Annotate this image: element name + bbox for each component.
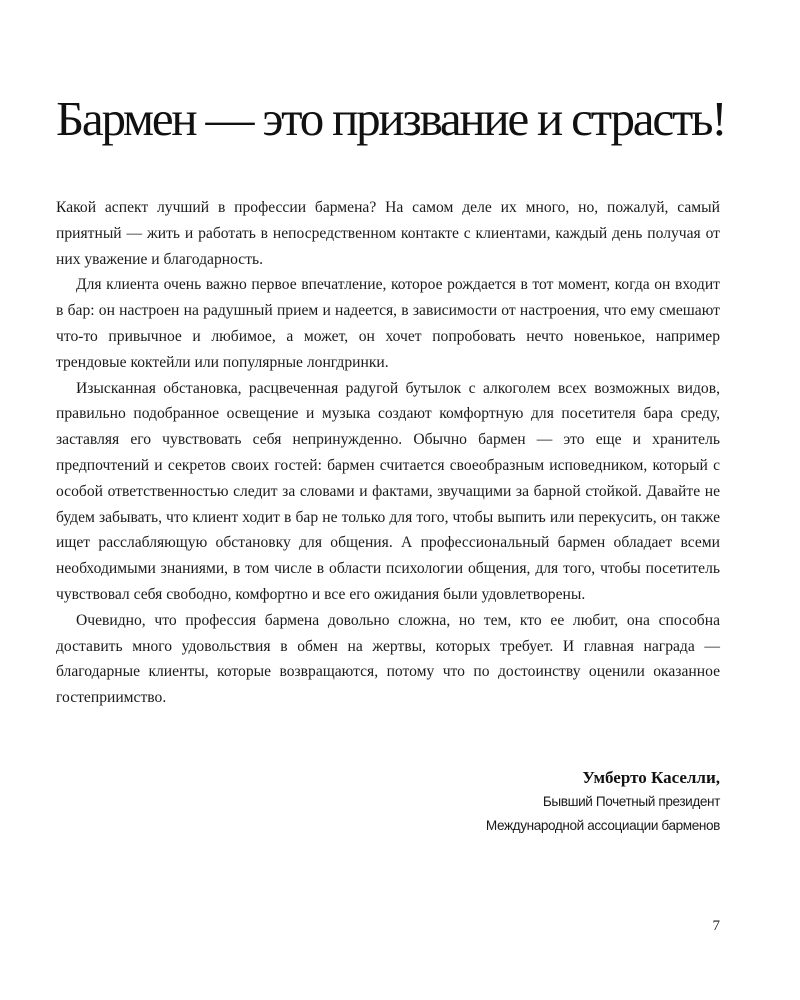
article-body bbox=[56, 195, 720, 711]
signature-name: Умберто Каселли, bbox=[582, 768, 720, 787]
paragraph-first-impression: Для клиента очень важно первое впечатление, которое рождается в тот момент, когда он входит в бар: он настроен на радушный прием и надеется, в зависимости от настроения, что ему смешают что-то привычное и любимое, а может, он хочет попробовать нечто новенькое, например трендовые коктейли или популярные лонгдринки. bbox=[56, 276, 720, 371]
paragraph-atmosphere: Изысканная обстановка, расцвеченная радугой бутылок с алкоголем всех возможных видов, правильно подобранное освещение и музыка создают комфортную для посетителя бара среду, заставляя его чувствовать себя непринужденно. Обычно бармен — это еще и хранитель предпочтений и секретов своих гостей: бармен считается своеобразным исповедником, который с особой ответственностью следит за словами и фактами, звучащими за барной стойкой. Давайте не будем забывать, что клиент ходит в бар не только для того, чтобы выпить или перекусить, он также ищет расслабляющую обстановку для общения. А профессиональный бармен обладает всеми необходимыми знаниями, в том числе в области психологии общения, для того, чтобы посетитель чувствовал себя свободно, комфортно и все его ожидания были удовлетворены. bbox=[56, 379, 720, 603]
page-title: Бармен — это призвание и страсть! bbox=[56, 91, 726, 146]
paragraph-intro: Какой аспект лучший в профессии бармена? На самом деле их много, но, пожалуй, самый приятный — жить и работать в непосредственном контакте с клиентами, каждый день получая от них уважение и благодарность. bbox=[56, 199, 720, 268]
signature-role-line-2: Международной ассоциации барменов bbox=[485, 818, 720, 833]
page-number: 7 bbox=[712, 918, 720, 934]
signature-role-line-1: Бывший Почетный президент bbox=[542, 794, 720, 809]
signature-block bbox=[486, 766, 720, 838]
paragraph-conclusion: Очевидно, что профессия бармена довольно сложна, но тем, кто ее любит, она способна доставить много удовольствия в обмен на жертвы, которых требует. И главная награда — благодарные клиенты, которые возвращаются, потому что по достоинству оценили оказанное гостеприимство. bbox=[56, 611, 720, 707]
